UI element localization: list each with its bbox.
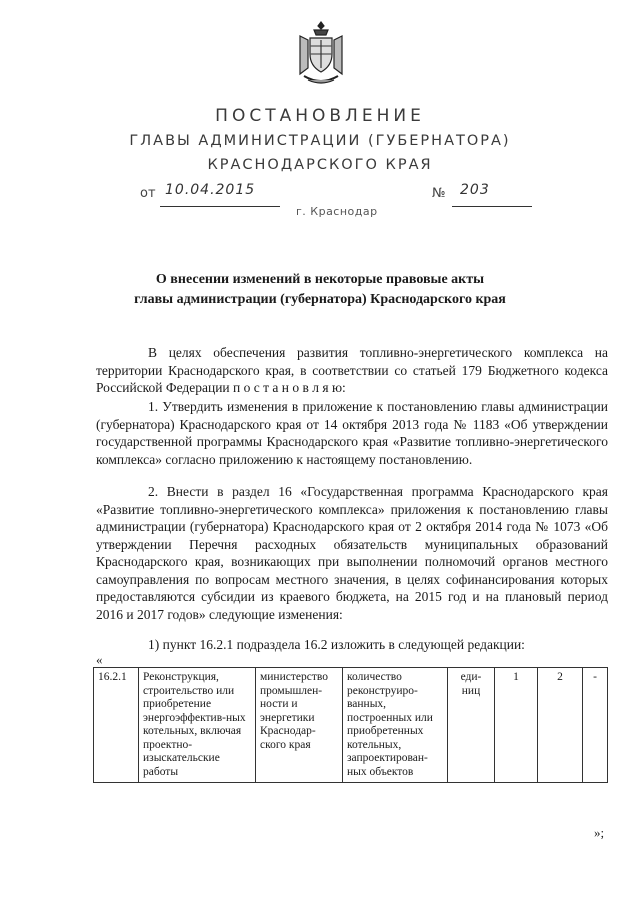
number-label: № — [432, 186, 446, 201]
city-label: г. Краснодар — [296, 205, 378, 218]
region-heading: КРАСНОДАРСКОГО КРАЯ — [207, 157, 433, 173]
document-title — [0, 270, 640, 310]
date-label: от — [140, 186, 156, 201]
item-2-paragraph: 2. Внести в раздел 16 «Государственная программа Краснодарского края «Развитие топливно-энергетического комплекса» приложения к постановлению главы администрации (губернатора) Краснодарского края от 2 октября 2014 года № 1073 «Об утверждении Перечня расходных обязательств муниципальных образований Краснодарского края, возникающих при выполнении полномочий органов местного самоуправления по вопросам местного значения, в целях софинансирования которых предоставляются субсидии из краевого бюджета, на 2015 год и на плановый период 2016 и 2017 годов» следующие изменения: — [96, 484, 608, 622]
preamble-paragraph: В целях обеспечения развития топливно-энергетического комплекса на территории Краснодарского края, в соответствии со статьей 179 Бюджетного кодекса Российской Федерации п о с т а н о в л я ю: — [96, 345, 608, 395]
amendment-table — [93, 667, 608, 783]
authority-heading: ГЛАВЫ АДМИНИСТРАЦИИ (ГУБЕРНАТОРА) — [129, 133, 511, 149]
quote-close: »; — [594, 825, 605, 840]
title-line-2: главы администрации (губернатора) Краснодарского края — [134, 292, 506, 307]
cell-number: 16.2.1 — [94, 668, 139, 783]
doc-type-heading: ПОСТАНОВЛЕНИЕ — [215, 106, 425, 126]
cell-indicator: количество реконструиро-ванных, построенных или приобретенных котельных, запроектирован-ных объектов — [343, 668, 448, 783]
title-line-1: О внесении изменений в некоторые правовые акты — [155, 272, 485, 287]
cell-ministry: министерство промышлен-ности и энергетики Краснодар-ского края — [256, 668, 343, 783]
table-row — [94, 668, 608, 783]
subitem-1-paragraph: 1) пункт 16.2.1 подраздела 16.2 изложить в следующей редакции: — [148, 637, 525, 652]
item-1-paragraph: 1. Утвердить изменения в приложение к постановлению главы администрации (губернатора) Краснодарского края от 14 октября 2013 года № 1183 «Об утверждении государственной программы Краснодарского края «Развитие топливно-энергетического комплекса» согласно приложению к настоящему постановлению. — [96, 399, 608, 467]
cell-unit: еди-ниц — [448, 668, 495, 783]
cell-measure: Реконструкция, строительство или приобретение энергоэффектив-ных котельных, включая проектно-изыскательские работы — [139, 668, 256, 783]
number-value: 203 — [460, 182, 490, 198]
cell-value-2017: - — [583, 668, 608, 783]
coat-of-arms-emblem — [296, 18, 346, 88]
cell-value-2016: 2 — [538, 668, 583, 783]
quote-open: « — [96, 652, 103, 667]
date-value: 10.04.2015 — [165, 182, 256, 198]
cell-value-2015: 1 — [495, 668, 538, 783]
